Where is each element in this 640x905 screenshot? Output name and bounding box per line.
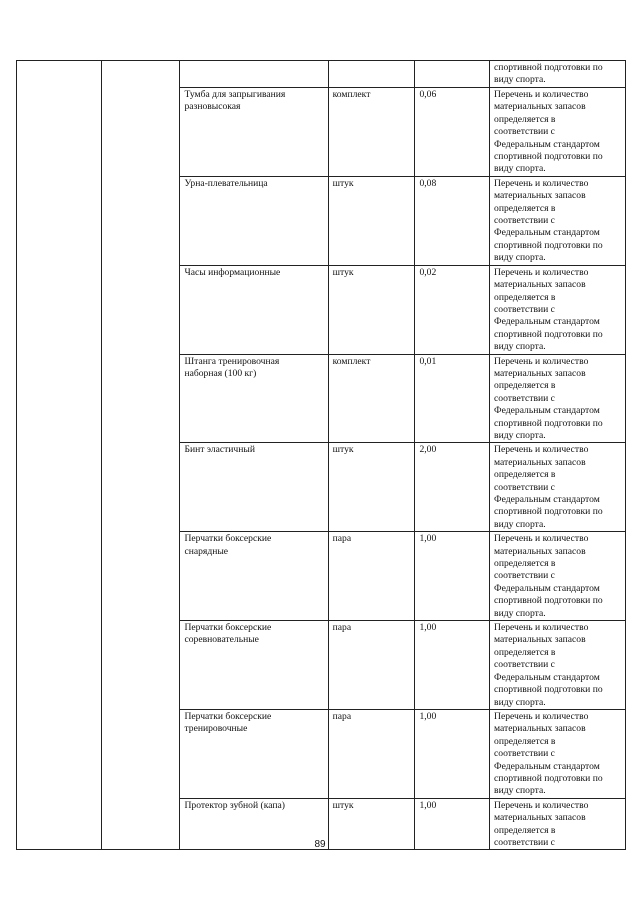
item-name-cell <box>180 88 328 177</box>
note-line: материальных запасов <box>494 367 586 379</box>
item-name-line: Часы информационные <box>184 266 281 278</box>
note-line: виду спорта. <box>494 785 546 797</box>
note-line: Перечень и количество <box>494 533 589 545</box>
note-line: определяется в <box>494 113 556 125</box>
item-name-cell <box>180 443 328 532</box>
note-cell <box>490 61 626 88</box>
name-cell <box>180 61 328 88</box>
unit-value: штук <box>332 444 354 456</box>
unit-value: пара <box>332 622 352 634</box>
note-line: определяется в <box>494 469 556 481</box>
item-name-line: Штанга тренировочная <box>184 355 280 367</box>
unit-value: пара <box>332 710 352 722</box>
quantity-cell <box>415 88 490 177</box>
unit-value: штук <box>332 177 354 189</box>
note-line: Перечень и количество <box>494 799 589 811</box>
item-name-line: Перчатки боксерские <box>184 710 272 722</box>
quantity-value: 0,08 <box>419 177 437 189</box>
note-line: соответствии с <box>494 392 555 404</box>
quantity-cell <box>415 265 490 354</box>
unit-value: штук <box>332 799 354 811</box>
note-line: спортивной подготовки по <box>494 417 603 429</box>
note-line: Федеральным стандартом <box>494 138 600 150</box>
table-row-continued <box>17 61 626 88</box>
unit-cell <box>328 443 415 532</box>
unit-cell <box>328 709 415 798</box>
item-name-cell <box>180 354 328 443</box>
note-line: Федеральным стандартом <box>494 760 600 772</box>
item-name-cell <box>180 265 328 354</box>
empty-cell-col1 <box>17 61 102 850</box>
note-line: спортивной подготовки по <box>494 772 603 784</box>
note-line: виду спорта. <box>494 252 546 264</box>
item-name-cell <box>180 621 328 710</box>
note-line: Перечень и количество <box>494 444 589 456</box>
quantity-value: 2,00 <box>419 444 437 456</box>
quantity-value: 0,02 <box>419 266 437 278</box>
note-line: виду спорта. <box>494 341 546 353</box>
note-line: соответствии с <box>494 215 555 227</box>
unit-value: штук <box>332 266 354 278</box>
unit-cell <box>328 354 415 443</box>
note-line: виду спорта. <box>494 429 546 441</box>
qty-cell <box>415 61 490 88</box>
note-line: спортивной подготовки по <box>494 62 603 73</box>
equipment-table <box>16 60 626 850</box>
unit-cell <box>328 61 415 88</box>
note-line: спортивной подготовки по <box>494 684 603 696</box>
note-line: соответствии с <box>494 570 555 582</box>
quantity-value: 1,00 <box>419 710 437 722</box>
item-name-line: тренировочные <box>184 723 248 735</box>
note-cell <box>490 176 626 265</box>
item-name-line: Тумба для запрыгивания <box>184 89 286 100</box>
item-name-line: Перчатки боксерские <box>184 533 272 545</box>
item-name-line: Урна-плевательница <box>184 177 268 189</box>
item-name-line: наборная (100 кг) <box>184 367 257 379</box>
note-line: спортивной подготовки по <box>494 151 603 163</box>
unit-cell <box>328 621 415 710</box>
note-line: Перечень и количество <box>494 266 589 278</box>
note-cell <box>490 621 626 710</box>
note-line: виду спорта. <box>494 696 546 708</box>
unit-cell <box>328 532 415 621</box>
item-name-line: разновысокая <box>184 101 241 113</box>
note-cell <box>490 88 626 177</box>
unit-value: пара <box>332 533 352 545</box>
note-line: определяется в <box>494 824 556 836</box>
note-line: определяется в <box>494 735 556 747</box>
quantity-cell <box>415 354 490 443</box>
unit-cell <box>328 176 415 265</box>
note-line: материальных запасов <box>494 190 586 202</box>
note-line: определяется в <box>494 291 556 303</box>
unit-cell <box>328 88 415 177</box>
quantity-value: 1,00 <box>419 799 437 811</box>
quantity-cell <box>415 176 490 265</box>
note-cell <box>490 354 626 443</box>
unit-cell <box>328 265 415 354</box>
note-cell <box>490 532 626 621</box>
note-line: виду спорта. <box>494 74 546 86</box>
empty-cell-col2 <box>101 61 180 850</box>
quantity-cell <box>415 532 490 621</box>
item-name-cell <box>180 709 328 798</box>
equipment-table-body <box>17 61 626 850</box>
item-name-line: соревновательные <box>184 634 259 646</box>
note-line: Федеральным стандартом <box>494 582 600 594</box>
note-line: определяется в <box>494 202 556 214</box>
note-line: материальных запасов <box>494 812 586 824</box>
unit-value: комплект <box>332 89 371 100</box>
note-line: Перечень и количество <box>494 710 589 722</box>
note-line: спортивной подготовки по <box>494 595 603 607</box>
note-line: Перечень и количество <box>494 177 589 189</box>
note-line: определяется в <box>494 646 556 658</box>
note-line: Федеральным стандартом <box>494 494 600 505</box>
note-line: спортивной подготовки по <box>494 239 603 251</box>
item-name-cell <box>180 176 328 265</box>
note-line: виду спорта. <box>494 163 546 175</box>
note-line: виду спорта. <box>494 607 546 619</box>
note-cell <box>490 265 626 354</box>
item-name-line: Протектор зубной (капа) <box>184 799 285 811</box>
item-name-cell <box>180 532 328 621</box>
note-line: соответствии с <box>494 303 555 315</box>
note-line: спортивной подготовки по <box>494 506 603 518</box>
item-name-line: снарядные <box>184 545 229 557</box>
item-name-line: Бинт эластичный <box>184 444 255 456</box>
quantity-value: 0,01 <box>419 355 437 367</box>
note-line: Федеральным стандартом <box>494 405 600 417</box>
quantity-value: 0,06 <box>419 89 437 100</box>
quantity-value: 1,00 <box>419 533 437 545</box>
note-line: Перечень и количество <box>494 89 589 100</box>
note-line: спортивной подготовки по <box>494 328 603 340</box>
note-line: Перечень и количество <box>494 622 589 634</box>
note-line: соответствии с <box>494 748 555 760</box>
item-name-line: Перчатки боксерские <box>184 622 272 634</box>
note-line: соответствии с <box>494 659 555 671</box>
quantity-cell <box>415 709 490 798</box>
note-line: материальных запасов <box>494 634 586 646</box>
note-line: определяется в <box>494 558 556 570</box>
note-line: Перечень и количество <box>494 355 589 367</box>
note-line: материальных запасов <box>494 101 586 113</box>
note-line: соответствии с <box>494 481 555 493</box>
note-line: Федеральным стандартом <box>494 316 600 328</box>
quantity-value: 1,00 <box>419 622 437 634</box>
quantity-cell <box>415 621 490 710</box>
quantity-cell <box>415 443 490 532</box>
note-line: материальных запасов <box>494 456 586 468</box>
note-line: Федеральным стандартом <box>494 671 600 683</box>
note-line: определяется в <box>494 380 556 392</box>
unit-value: комплект <box>332 355 371 367</box>
note-line: Федеральным стандартом <box>494 227 600 239</box>
note-cell <box>490 443 626 532</box>
note-line: соответствии с <box>494 126 555 138</box>
note-line: соответствии с <box>494 836 555 848</box>
page-number: 89 <box>314 839 326 850</box>
note-cell <box>490 709 626 798</box>
note-line: материальных запасов <box>494 279 586 291</box>
note-line: материальных запасов <box>494 545 586 557</box>
note-line: материальных запасов <box>494 723 586 735</box>
note-line: виду спорта. <box>494 518 546 530</box>
